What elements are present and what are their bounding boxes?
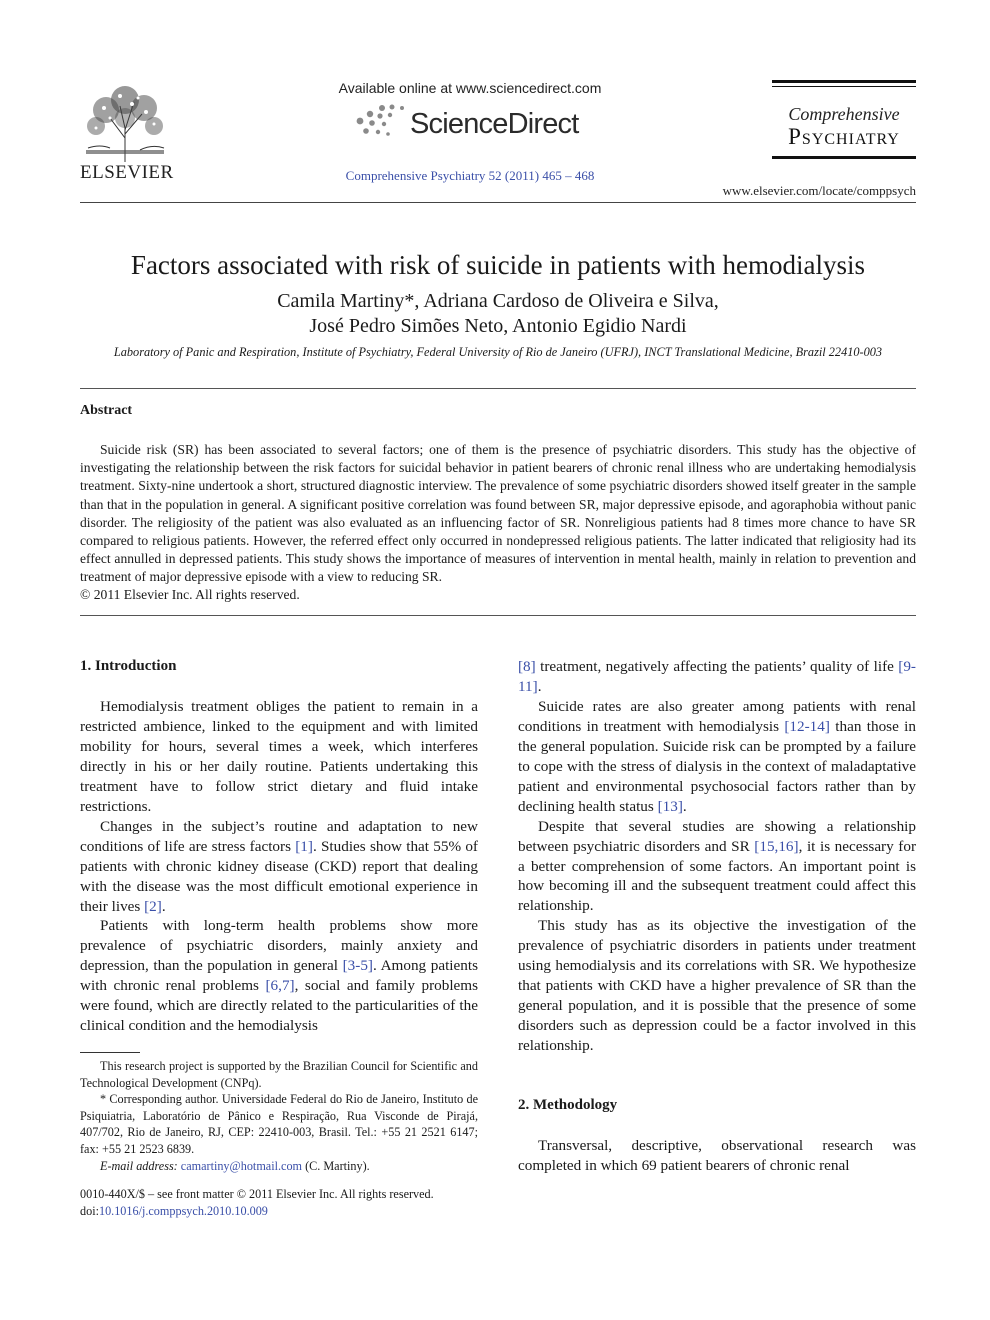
citation-link[interactable]: [15,16] <box>754 837 799 855</box>
text-run: . Studies show that 55% of patients with chronic kidney disease (CKD) report that dealing with the disease was the most difficult emotional experience in their lives <box>80 837 478 915</box>
abstract-text: Suicide risk (SR) has been associated to several factors; one of them is the presence of psychiatric disorders. This study has the objective of investigating the relationship between the risk factors for suicidal behavior in patient bearers of chronic renal illness who are undertaking hemodialysis treatment. Sixty-nine undertook a short, structured diagnostic interview. The prevalence of some psychiatric disorders showed itself greater in the sample than that in the population in general. A significant positive correlation was found between SR, major depressive episode, and agoraphobia without panic disorder. The religiosity of the patient was also evaluated as an influencing factor of SR. Nonreligious patients had 8 times more chance to have SR compared to religious patients. However, the referred effect only occurred in nondepressed religious patients. The latter indicated that religiosity had its effect annulled in depressed patients. This study shows the importance of measures of intervention in mental health, mainly in relation to prevention and treatment of major depressive episode with a view to reducing SR. <box>80 442 916 585</box>
intro-paragraph-3 <box>80 916 478 1036</box>
text-run: , social and family problems were found, which are directly related to the particularities of the clinical condition and the hemodialysis <box>80 977 478 1035</box>
text-run: . <box>537 677 542 695</box>
sciencedirect-dots-icon <box>352 104 408 140</box>
text-run: Patients with long-term health problems show more prevalence of psychiatric disorders, mainly anxiety and depression, than the population in general <box>80 917 478 975</box>
text-run: than those in the general population. Suicide risk can be prompted by a failure to cope with the stress of dialysis in the context of maladaptative patient and environmental psychosocial factors rather than by declining health status <box>518 717 916 815</box>
footnote-divider <box>80 1052 140 1053</box>
sciencedirect-wordmark: ScienceDirect <box>410 108 579 140</box>
footnote-funding: This research project is supported by the Brazilian Council for Scientific and Technological Development (CNPq). <box>80 1059 478 1090</box>
journal-logo-rule <box>772 86 916 87</box>
text-run: Changes in the subject’s routine and adaptation to new conditions of life are stress factors <box>80 817 478 855</box>
paper-title: Factors associated with risk of suicide in patients with hemodialysis <box>130 250 866 280</box>
elsevier-wordmark: ELSEVIER <box>80 162 174 183</box>
journal-url[interactable]: www.elsevier.com/locate/comppsych <box>722 183 916 198</box>
citation-link[interactable]: [3-5] <box>342 957 373 975</box>
methodology-text <box>518 1136 916 1176</box>
citation-link[interactable]: [6,7] <box>265 977 295 995</box>
intro-paragraph-continued <box>518 657 916 697</box>
citation-link[interactable]: [9-11] <box>518 658 916 695</box>
text-run: . <box>682 797 687 815</box>
text-run: treatment, negatively affecting the patients’ quality of life <box>535 658 899 675</box>
footnote-corresponding: * Corresponding author. Universidade Federal do Rio de Janeiro, Instituto de Psiquiatria, Laboratório de Pânico e Respiração, Rua Visconde de Pirajá, 407/702, Rio de Janeiro, RJ, CEP: 22410-003, Brasil. Tel.: +55 21 2521 6147; fax: +55 21 2523 6839. <box>80 1092 478 1156</box>
section-heading-introduction: 1. Introduction <box>80 658 177 674</box>
citation-link[interactable]: [8] <box>518 658 536 675</box>
journal-citation[interactable]: Comprehensive Psychiatry 52 (2011) 465 – 468 <box>345 168 595 183</box>
text-run: , it is necessary for a better comprehension of some factors. An important point is how becoming ill and the subsequent treatment could affect this relationship. <box>518 837 916 915</box>
doi-label: doi: <box>80 1204 99 1218</box>
citation-link[interactable]: [2] <box>144 897 162 915</box>
citation-link[interactable]: [1] <box>295 837 313 855</box>
section-heading-methodology: 2. Methodology <box>518 1097 618 1113</box>
affiliation: Laboratory of Panic and Respiration, Institute of Psychiatry, Federal University of Rio de Janeiro (UFRJ), INCT Translational Medicine, Brazil 22410-003 <box>113 345 883 359</box>
issn-line: 0010-440X/$ – see front matter © 2011 Elsevier Inc. All rights reserved. <box>80 1187 434 1201</box>
left-column <box>80 697 478 1036</box>
email-label: E-mail address: <box>100 1158 181 1173</box>
abstract-heading: Abstract <box>80 403 133 418</box>
intro-paragraph-1: Hemodialysis treatment obliges the patient to remain in a restricted ambience, linked to the equipment and with limited mobility for hours, several times a week, which interferes directly in his or her daily routine. Patients undertaking this treatment have to follow strict dietary and fluid intake restrictions. <box>80 698 478 815</box>
journal-name-line2 <box>772 124 916 150</box>
intro-paragraph-5 <box>518 817 916 917</box>
footnotes <box>80 1058 478 1174</box>
doi-line <box>80 1203 478 1220</box>
abstract-divider-top <box>80 388 916 389</box>
abstract-copyright: © 2011 Elsevier Inc. All rights reserved. <box>80 587 300 602</box>
authors-line-1: Camila Martiny*, Adriana Cardoso de Oliveira e Silva, <box>277 290 719 312</box>
footnote-email <box>80 1158 478 1175</box>
citation-link[interactable]: [13] <box>657 797 683 815</box>
available-online-text: Available online at www.sciencedirect.com <box>338 80 602 96</box>
email-link[interactable]: camartiny@hotmail.com <box>180 1158 303 1173</box>
authors-line-2: José Pedro Simões Neto, Antonio Egidio Nardi <box>309 315 687 337</box>
email-suffix: (C. Martiny). <box>302 1158 370 1173</box>
text-run: . <box>161 897 166 915</box>
text-run: Suicide rates are also greater among patients with renal conditions in treatment with hemodialysis <box>518 697 916 735</box>
text-run: Despite that several studies are showing a relationship between psychiatric disorders and SR <box>518 817 916 855</box>
header-divider <box>80 202 916 203</box>
journal-name-line1: Comprehensive <box>788 104 900 124</box>
sciencedirect-logo <box>352 104 592 144</box>
intro-paragraph-4 <box>518 697 916 817</box>
methods-paragraph-1: Transversal, descriptive, observational research was completed in which 69 patient bearers of chronic renal <box>518 1137 916 1174</box>
abstract-divider-bottom <box>80 615 916 616</box>
citation-link[interactable]: [12-14] <box>784 717 830 735</box>
journal-name-psychiatry: Psychiatry <box>788 124 900 149</box>
doi-link[interactable]: 10.1016/j.comppsych.2010.10.009 <box>98 1204 268 1218</box>
intro-paragraph-6: This study has as its objective the investigation of the prevalence of psychiatric disorders in patients under treatment using hemodialysis and its correlations with SR. We hypothesize that patients with CKD have a higher prevalence of SR than the general population, and it is possible that the presence of some disorders such as depression could be a factor involved in this relationship. <box>518 917 916 1055</box>
journal-logo-rule <box>772 80 916 83</box>
journal-logo-rule <box>772 156 916 159</box>
right-column <box>518 657 916 1056</box>
text-run: . Among patients with chronic renal problems <box>80 957 478 995</box>
intro-paragraph-2 <box>80 817 478 917</box>
